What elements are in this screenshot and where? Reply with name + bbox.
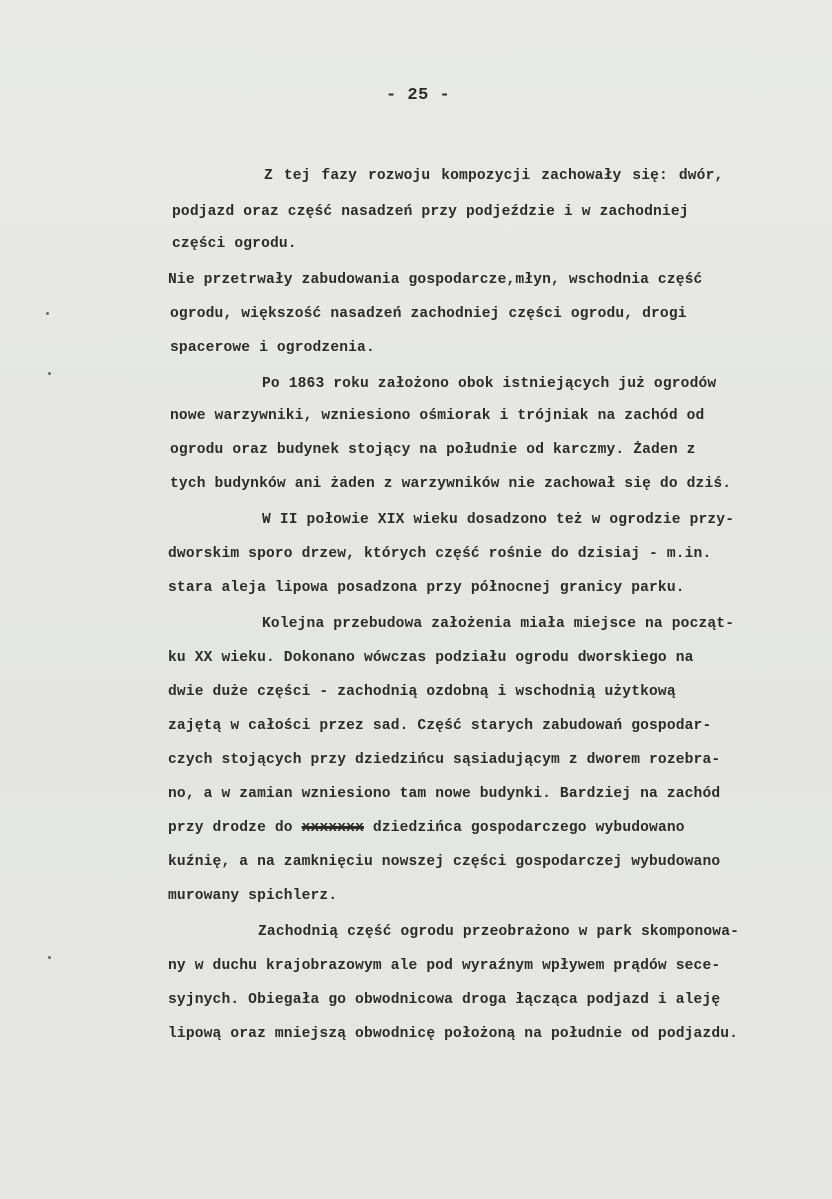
text-line: zajętą w całości przez sad. Część starych zabudowań gospodar-: [168, 718, 712, 734]
text-line: syjnych. Obiegała go obwodnicowa droga łącząca podjazd i aleję: [168, 992, 721, 1008]
text-line: Z tej fazy rozwoju kompozycji zachowały się: dwór,: [264, 168, 724, 184]
text-line: Nie przetrwały zabudowania gospodarcze,młyn, wschodnia część: [168, 272, 703, 288]
text-line: Kolejna przebudowa założenia miała miejsce na począt-: [262, 616, 735, 632]
text-line: dworskim sporo drzew, których część rośnie do dzisiaj - m.in.: [168, 546, 712, 562]
text-line: W II połowie XIX wieku dosadzono też w ogrodzie przy-: [262, 512, 735, 528]
binding-hole-mark: [48, 956, 51, 959]
text-line: części ogrodu.: [172, 236, 297, 252]
text-line: ogrodu oraz budynek stojący na południe od karczmy. Żaden z: [170, 442, 696, 458]
text-line: podjazd oraz część nasadzeń przy podjeździe i w zachodniej: [172, 204, 689, 220]
text-line: ku XX wieku. Dokonano wówczas podziału ogrodu dworskiego na: [168, 650, 694, 666]
text-line: czych stojących przy dziedzińcu sąsiadującym z dworem rozebra-: [168, 752, 721, 768]
text-segment: dziedzińca gospodarczego wybudowano: [372, 820, 685, 836]
struck-out-word: xxxxxxx: [301, 820, 364, 836]
text-line: nowe warzywniki, wzniesiono ośmiorak i trójniak na zachód od: [170, 408, 705, 424]
text-line: ogrodu, większość nasadzeń zachodniej części ogrodu, drogi: [170, 306, 687, 322]
text-line: murowany spichlerz.: [168, 888, 338, 904]
binding-hole-mark: [48, 372, 51, 375]
text-segment: przy drodze do: [168, 820, 293, 836]
text-line: Zachodnią część ogrodu przeobrażono w park skomponowa-: [258, 924, 740, 940]
page-number: - 25 -: [386, 86, 451, 105]
text-line: [168, 818, 685, 838]
text-line: ny w duchu krajobrazowym ale pod wyraźnym wpływem prądów sece-: [168, 958, 721, 974]
text-line: Po 1863 roku założono obok istniejących już ogrodów: [262, 376, 717, 392]
text-line: no, a w zamian wzniesiono tam nowe budynki. Bardziej na zachód: [168, 786, 721, 802]
binding-hole-mark: [46, 312, 49, 315]
text-line: stara aleja lipowa posadzona przy północnej granicy parku.: [168, 580, 685, 596]
text-line: dwie duże części - zachodnią ozdobną i wschodnią użytkową: [168, 684, 676, 700]
text-line: tych budynków ani żaden z warzywników nie zachował się do dziś.: [170, 476, 732, 492]
text-line: lipową oraz mniejszą obwodnicę położoną na południe od podjazdu.: [168, 1026, 739, 1042]
text-line: spacerowe i ogrodzenia.: [170, 340, 375, 356]
text-line: kuźnię, a na zamknięciu nowszej części gospodarczej wybudowano: [168, 854, 721, 870]
